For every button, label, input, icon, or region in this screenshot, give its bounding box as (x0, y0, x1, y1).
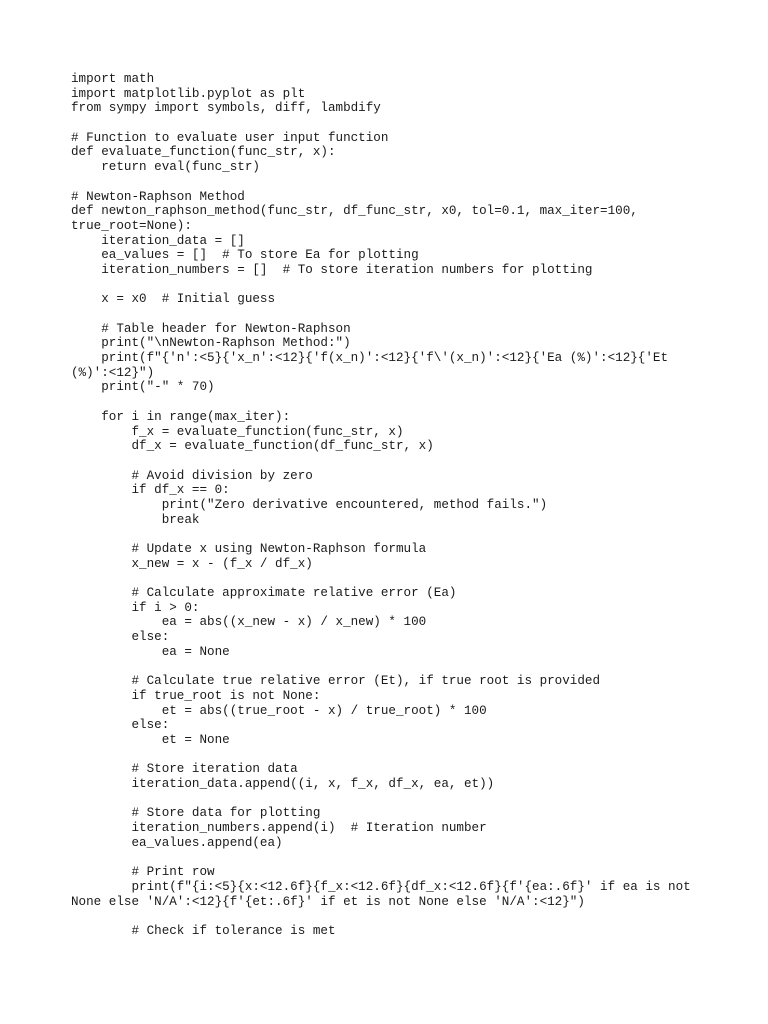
code-line: (%)':<12}") (71, 365, 155, 380)
code-line: if df_x == 0: (71, 483, 230, 498)
code-block (71, 72, 751, 939)
code-line (71, 278, 751, 293)
code-line (71, 909, 751, 924)
code-line: et = None (71, 732, 230, 747)
code-line: # Store data for plotting (71, 806, 321, 821)
code-line: import math (71, 72, 155, 86)
code-line: iteration_data = [] (71, 233, 245, 248)
code-line: df_x = evaluate_function(df_func_str, x) (71, 439, 434, 454)
code-line: else: (71, 630, 170, 645)
code-line: ea = abs((x_new - x) / x_new) * 100 (71, 615, 427, 630)
code-line: print("\nNewton-Raphson Method:") (71, 336, 351, 351)
code-line: iteration_numbers.append(i) # Iteration number (71, 821, 487, 836)
code-line (71, 660, 751, 675)
code-line: # Calculate true relative error (Et), if true root is provided (71, 674, 601, 689)
code-line: # Avoid division by zero (71, 468, 313, 483)
code-line: x = x0 # Initial guess (71, 292, 276, 307)
code-line: # Newton-Raphson Method (71, 189, 245, 204)
code-line: true_root=None): (71, 218, 192, 233)
code-line: f_x = evaluate_function(func_str, x) (71, 424, 404, 439)
code-line: print("Zero derivative encountered, method fails.") (71, 497, 548, 512)
code-line (71, 792, 751, 807)
code-line: from sympy import symbols, diff, lambdify (71, 101, 381, 116)
code-line: iteration_data.append((i, x, f_x, df_x, ea, et)) (71, 777, 495, 791)
code-line: print(f"{i:<5}{x:<12.6f}{f_x:<12.6f}{df_x:<12.6f}{f'{ea:.6f}' if ea is not (71, 879, 691, 894)
code-line: def newton_raphson_method(func_str, df_func_str, x0, tol=0.1, max_iter=100, (71, 204, 638, 219)
code-line (71, 307, 751, 322)
code-line: ea_values.append(ea) (71, 835, 283, 850)
code-line: None else 'N/A':<12}{f'{et:.6f}' if et is not None else 'N/A':<12}") (71, 894, 585, 909)
code-line (71, 748, 751, 763)
code-line: import matplotlib.pyplot as plt (71, 86, 306, 101)
code-line (71, 527, 751, 542)
code-line: break (71, 512, 200, 527)
code-line: return eval(func_str) (71, 160, 260, 175)
code-line: # Store iteration data (71, 762, 298, 777)
code-line: print(f"{'n':<5}{'x_n':<12}{'f(x_n)':<12}{'f\'(x_n)':<12}{'Ea (%)':<12}{'Et (71, 351, 669, 366)
code-line: print("-" * 70) (71, 380, 215, 395)
code-line: # Function to evaluate user input function (71, 130, 389, 145)
code-line: x_new = x - (f_x / df_x) (71, 556, 313, 571)
code-line: for i in range(max_iter): (71, 409, 291, 424)
code-line: if i > 0: (71, 600, 200, 615)
code-line: # Table header for Newton-Raphson (71, 321, 351, 336)
code-line: if true_root is not None: (71, 688, 321, 703)
code-line (71, 571, 751, 586)
code-line: ea_values = [] # To store Ea for plotting (71, 248, 419, 263)
code-line: # Calculate approximate relative error (Ea) (71, 586, 457, 601)
code-line: # Update x using Newton-Raphson formula (71, 542, 427, 556)
code-line: iteration_numbers = [] # To store iteration numbers for plotting (71, 262, 593, 277)
code-line: def evaluate_function(func_str, x): (71, 145, 336, 160)
code-line: # Print row (71, 865, 215, 880)
code-line (71, 116, 751, 131)
code-line: et = abs((true_root - x) / true_root) * 100 (71, 703, 487, 718)
code-line (71, 175, 751, 190)
code-line: else: (71, 718, 170, 733)
code-line: ea = None (71, 644, 230, 659)
code-line (71, 395, 751, 410)
code-line (71, 850, 751, 865)
code-line: # Check if tolerance is met (71, 923, 336, 938)
code-line (71, 454, 751, 469)
